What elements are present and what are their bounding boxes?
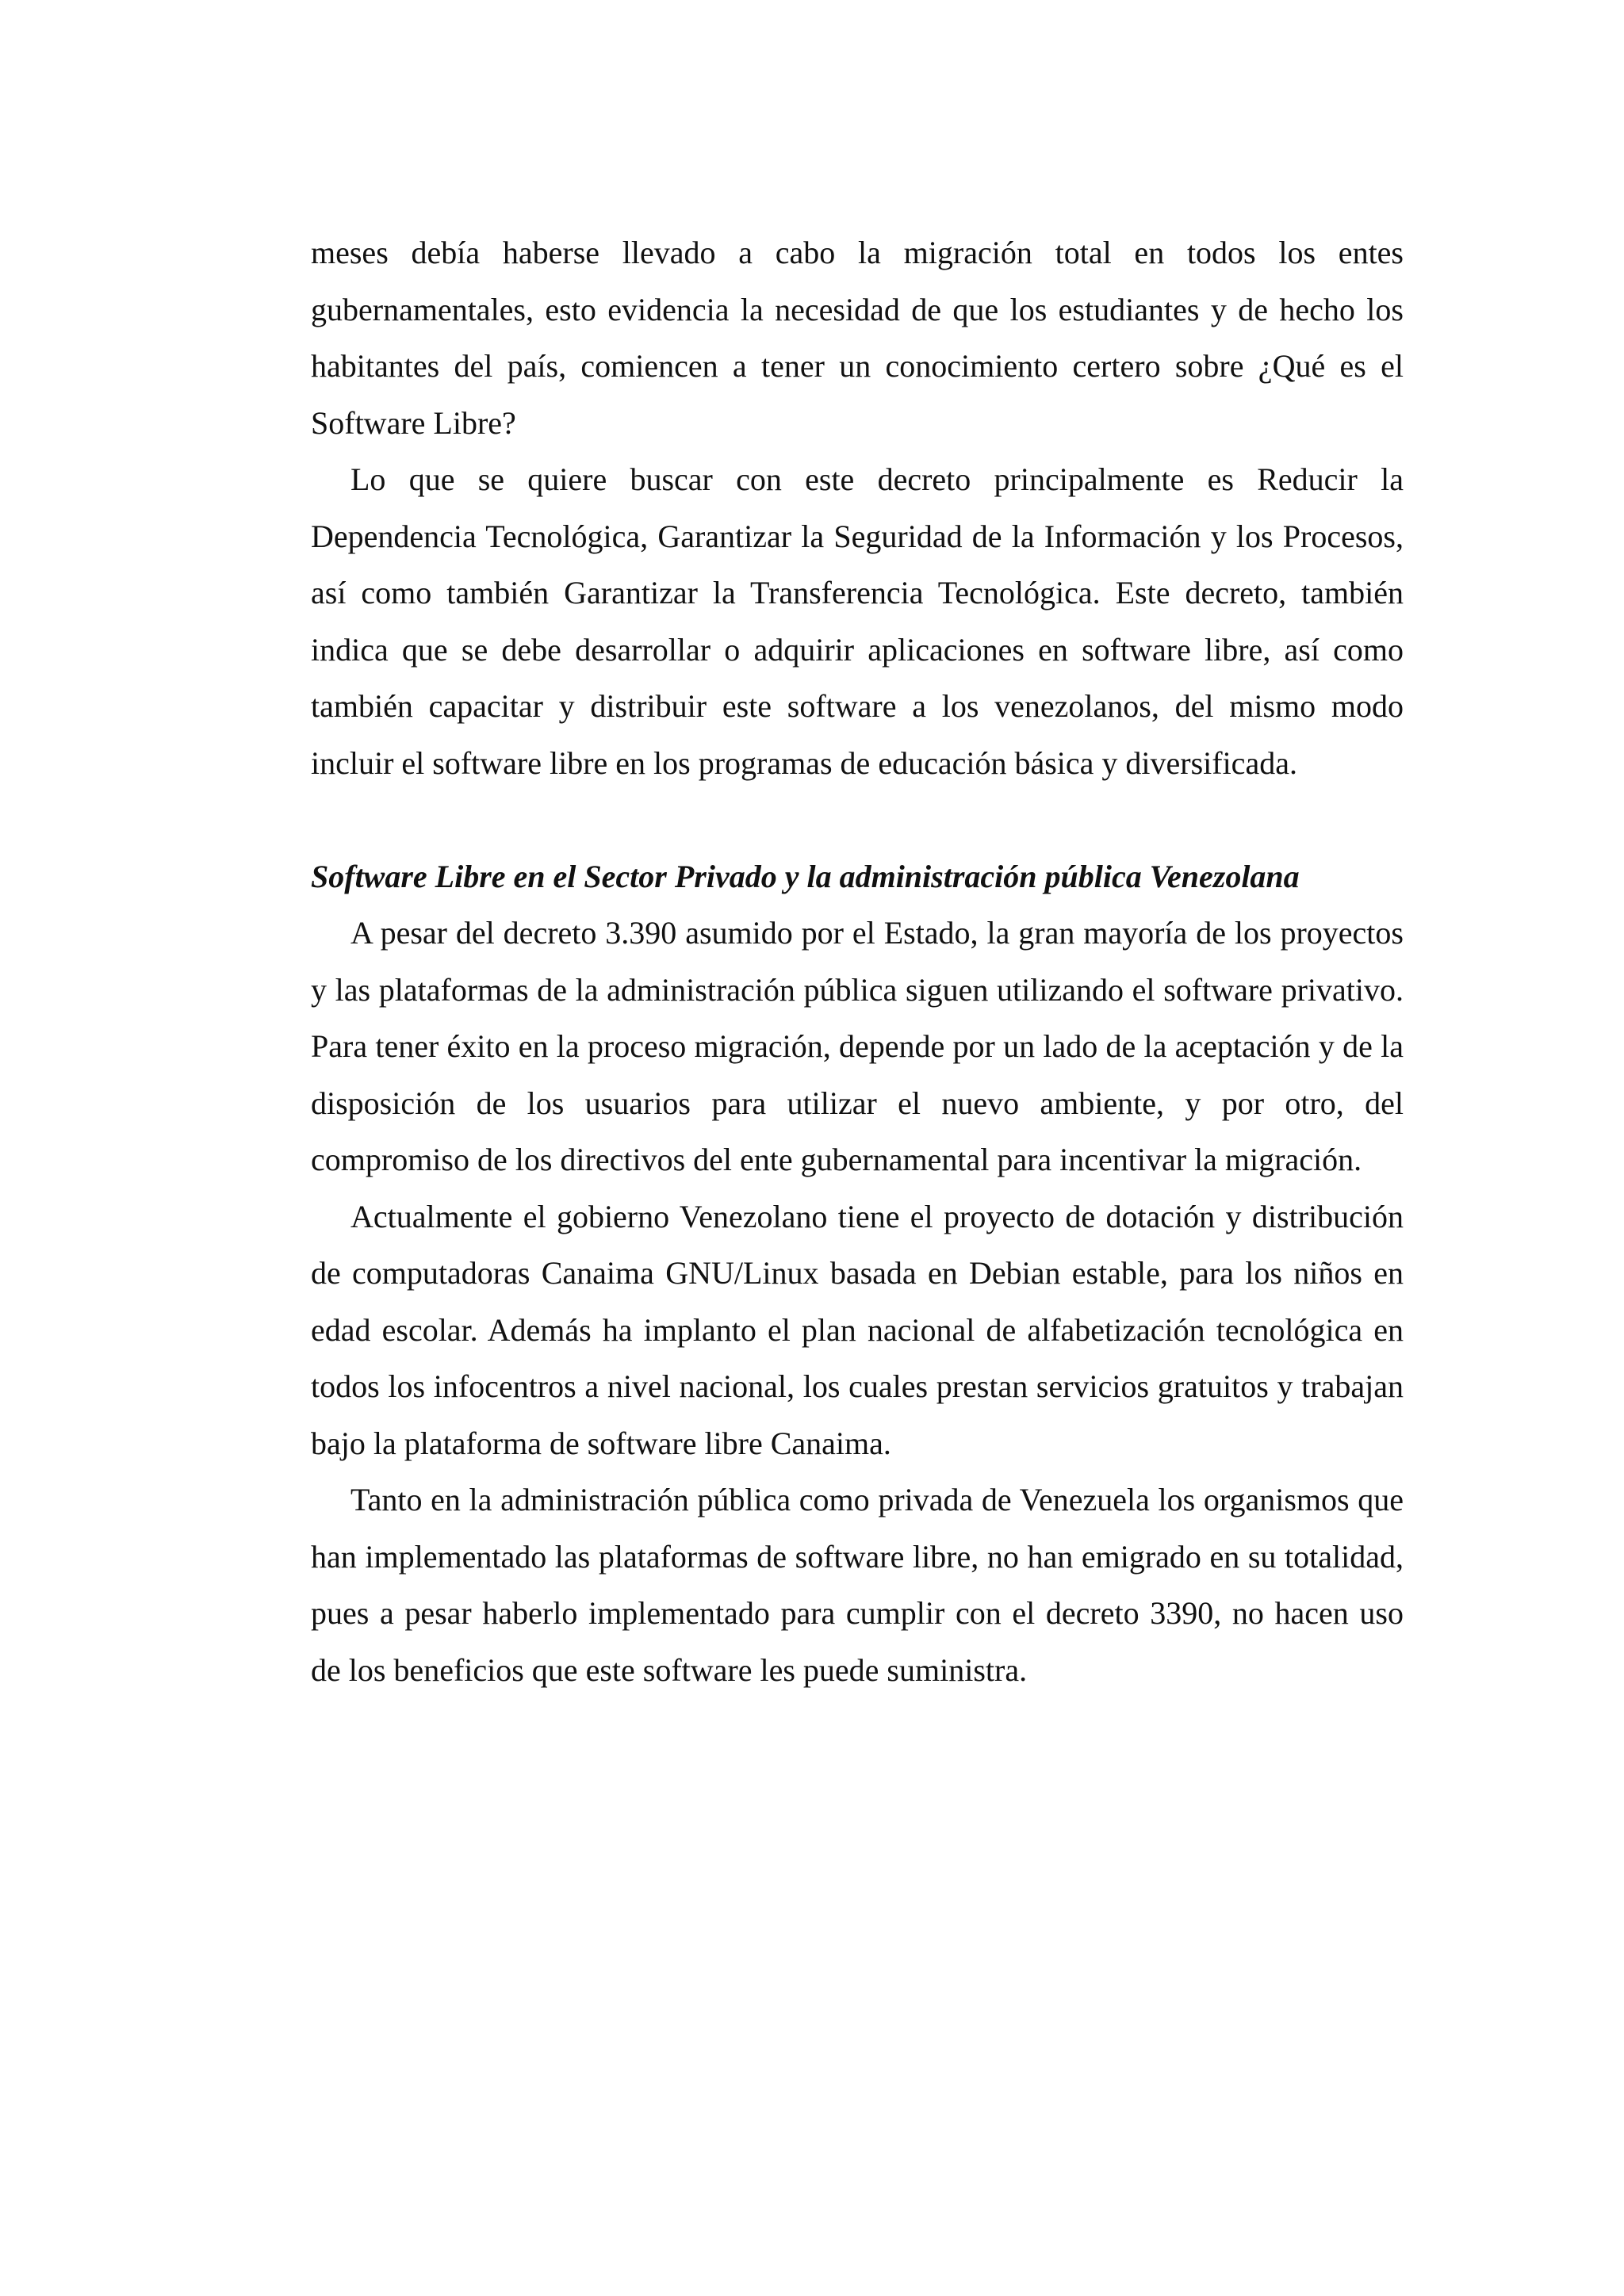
paragraph-decree-3390: A pesar del decreto 3.390 asumido por el Estado, la gran mayoría de los proyectos y las plataformas de la administración pública siguen utilizando el software privativo. Para tener éxito en la proceso migración, depende por un lado de la aceptación y de la disposición de los usuarios para utilizar el nuevo ambiente, y por otro, del compromiso de los directivos del ente gubernamental para incentivar la migración. <box>311 915 1404 1177</box>
section-heading: Software Libre en el Sector Privado y la administración pública Venezolana <box>311 858 1300 894</box>
paragraph-continuation: meses debía haberse llevado a cabo la migración total en todos los entes gubernamentales, esto evidencia la necesidad de que los estudiantes y de hecho los habitantes del país, comiencen a tener un conocimiento certero sobre ¿Qué es el Software Libre? <box>311 235 1404 441</box>
paragraph-canaima: Actualmente el gobierno Venezolano tiene el proyecto de dotación y distribución de computadoras Canaima GNU/Linux basada en Debian estable, para los niños en edad escolar. Además ha implanto el plan nacional de alfabetización tecnológica en todos los infocentros a nivel nacional, los cuales prestan servicios gratuitos y trabajan bajo la plataforma de software libre Canaima. <box>311 1198 1404 1461</box>
paragraph-decree-goals: Lo que se quiere buscar con este decreto principalmente es Reducir la Dependencia Tecnológica, Garantizar la Seguridad de la Información y los Procesos, así como también Garantizar la Transferencia Tecnológica. Este decreto, también indica que se debe desarrollar o adquirir aplicaciones en software libre, así como también capacitar y distribuir este software a los venezolanos, del mismo modo incluir el software libre en los programas de educación básica y diversificada. <box>311 461 1404 781</box>
document-body <box>311 224 1404 1698</box>
paragraph-organisms: Tanto en la administración pública como privada de Venezuela los organismos que han implementado las plataformas de software libre, no han emigrado en su totalidad, pues a pesar haberlo implementado para cumplir con el decreto 3390, no hacen uso de los beneficios que este software les puede suministra. <box>311 1482 1404 1688</box>
